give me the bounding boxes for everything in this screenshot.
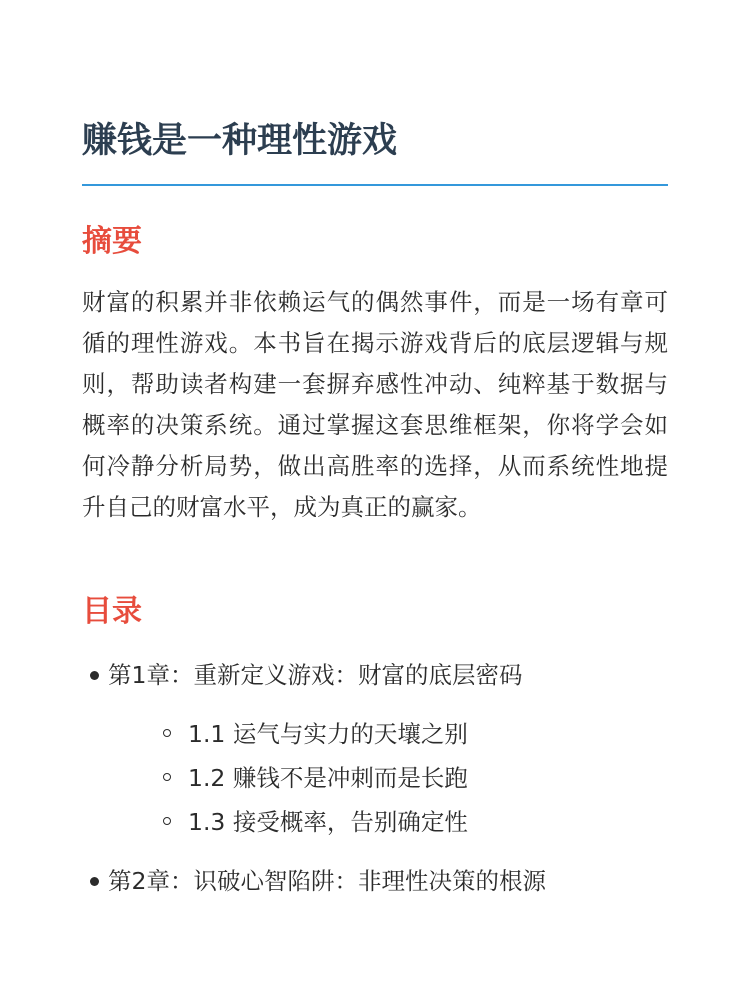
toc-heading: 目录 bbox=[82, 594, 142, 629]
page-title: 赚钱是一种理性游戏 bbox=[82, 121, 398, 161]
abstract-heading: 摘要 bbox=[82, 224, 142, 259]
toc-chapter-1 bbox=[108, 659, 522, 691]
toc-section-1-3 bbox=[188, 806, 468, 838]
chapter-label: 第2章：识破心智陷阱：非理性决策的根源 bbox=[108, 867, 546, 895]
toc-section-1-2 bbox=[188, 762, 468, 794]
hollow-bullet-icon bbox=[163, 773, 171, 781]
section-label: 1.2 赚钱不是冲刺而是长跑 bbox=[188, 764, 468, 792]
hollow-bullet-icon bbox=[163, 817, 171, 825]
toc-section-1-1 bbox=[188, 718, 468, 750]
chapter-label: 第1章：重新定义游戏：财富的底层密码 bbox=[108, 661, 523, 689]
section-label: 1.1 运气与实力的天壤之别 bbox=[188, 720, 468, 748]
filled-bullet-icon bbox=[90, 671, 99, 680]
abstract-paragraph: 财富的积累并非依赖运气的偶然事件，而是一场有章可循的理性游戏。本书旨在揭示游戏背后的底层逻辑与规则，帮助读者构建一套摒弃感性冲动、纯粹基于数据与概率的决策系统。通过掌握这套思维框架，你将学会如何冷静分析局势，做出高胜率的选择，从而系统性地提升自己的财富水平，成为真正的赢家。 bbox=[82, 288, 668, 521]
filled-bullet-icon bbox=[90, 877, 99, 886]
title-divider bbox=[82, 184, 668, 186]
hollow-bullet-icon bbox=[163, 729, 171, 737]
section-label: 1.3 接受概率，告别确定性 bbox=[188, 808, 468, 836]
toc-chapter-2 bbox=[108, 865, 546, 897]
